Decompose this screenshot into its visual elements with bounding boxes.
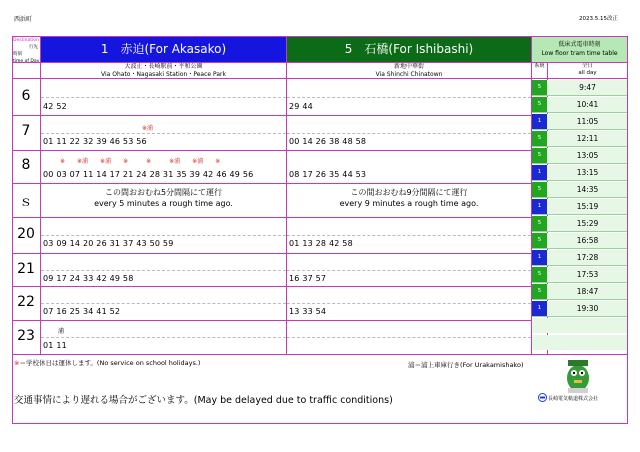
low-floor-route-badge: 5 [532,182,547,197]
low-floor-route-badge: 1 [532,199,547,214]
low-floor-route-badge: 5 [532,131,547,146]
company-logo-icon [538,393,547,402]
revision-date: 2023.5.15改正 [579,16,618,22]
route-1-via-en: Via Ohato・Nagasaki Station・Peace Park [101,71,226,78]
hour-22: 22 [17,294,35,310]
hour-20: 20 [17,226,35,242]
stop-name: 西浜町 [14,16,33,23]
low-floor-time: 13:15 [576,168,599,177]
low-floor-time: 15:29 [576,219,599,228]
route-1-interval-note [41,187,286,209]
route-1-interval-jp: この間おおむね5分間隔にて運行 [104,188,223,197]
route-1-via [41,63,286,79]
hour-23: 23 [17,328,35,344]
low-floor-time: 19:30 [576,304,599,313]
low-floor-route-badge: 5 [532,80,547,95]
low-floor-route-badge: 5 [532,216,547,231]
low-floor-col-time-jp: 全日 [581,63,593,69]
route-5-minutes-8: 08 17 26 35 44 53 [289,170,367,179]
route-5-via-en: Via Shinchi Chinatown [375,71,443,78]
route-5-minutes-22: 13 33 54 [289,307,327,316]
route-1-via-jp: 大波止・長崎駅前・平和公園 [124,63,203,70]
route-5-minutes-21: 16 37 57 [289,274,327,283]
mascot-icon [560,356,596,394]
low-floor-route-badge: 5 [532,148,547,163]
low-floor-time: 14:35 [576,185,599,194]
route-1-minutes-7: 01 11 22 32 39 46 53 56 [43,137,147,146]
low-floor-header [532,37,627,62]
route-5-interval-en: every 9 minutes a rough time ago. [339,199,479,208]
route-1-mark-7: ※浦 [142,125,154,132]
route-1-minutes-23: 01 11 [43,341,67,350]
route-5-via [287,63,531,79]
school-note-text: ＝学校休日は運休します。(No service on school holidays.) [19,359,201,367]
low-floor-col-time [548,63,627,77]
low-floor-row-empty [532,335,627,350]
route-1-minutes-20: 03 09 14 20 26 31 37 43 50 59 [43,239,174,248]
corner-direction: 行先 [29,45,38,50]
low-floor-time: 10:41 [576,100,599,109]
route-1-minutes-22: 07 16 25 34 41 52 [43,307,121,316]
route-1-mark-23: 浦 [58,328,65,335]
route-1-minutes-6: 42 52 [43,102,67,111]
low-floor-time: 12:11 [576,134,599,143]
low-floor-time: 9:47 [579,83,596,92]
route-1-interval-en: every 5 minutes a rough time ago. [94,199,233,208]
low-floor-route-badge: 5 [532,267,547,282]
route-1-header: 1 赤迫(For Akasako) [41,37,286,62]
low-floor-time: 13:05 [576,151,599,160]
low-floor-route-badge: 1 [532,250,547,265]
low-floor-route-badge: 1 [532,165,547,180]
route-5-interval-jp: この間おおむね9分間隔にて運行 [350,188,468,197]
low-floor-route-badge: 1 [532,301,547,316]
corner-hour: 時刻 [13,52,22,57]
route-5-minutes-20: 01 13 28 42 58 [289,239,353,248]
school-mark: ※ [14,359,20,367]
company-name: 長崎電気軌道株式会社 [548,396,599,402]
route-1-minutes-8: 00 03 07 11 14 17 21 24 28 31 35 39 42 46 49 56 [43,170,254,179]
low-floor-col-route [532,63,547,70]
hour-8: 8 [21,157,31,173]
route-5-header: 5 石橋(For Ishibashi) [287,37,531,62]
route-1-mark-8: ※ ※浦 ※浦 ※ ※ ※浦 ※浦 ※ [60,158,221,165]
low-floor-title-en: Low floor tram time table [541,50,618,57]
low-floor-route-badge: 5 [532,284,547,299]
low-floor-route-badge: 5 [532,233,547,248]
low-floor-time: 18:47 [576,287,599,296]
hour-range-marker: ｓ [19,194,33,210]
corner-destination: Destination [13,38,39,43]
low-floor-time: 17:28 [576,253,599,262]
low-floor-time: 17:53 [576,270,599,279]
low-floor-route-badge: 1 [532,114,547,129]
low-floor-row-empty [532,318,627,333]
hour-6: 6 [21,88,31,104]
school-holiday-note [14,358,200,367]
urakami-note: 浦＝浦上車庫行き(For Urakamishako) [408,361,524,369]
low-floor-route-badge: 5 [532,97,547,112]
low-floor-title-jp: 低床式電車時刻 [558,41,601,48]
route-5-minutes-7: 00 14 26 38 48 58 [289,137,367,146]
route-5-interval-note [287,187,531,209]
low-floor-col-route-label: 系統 [534,63,545,69]
low-floor-time: 11:05 [576,117,599,126]
route-1-minutes-21: 09 17 24 33 42 49 58 [43,274,134,283]
delay-note: 交通事情により遅れる場合がございます。(May be delayed due to traffic conditions) [14,395,393,406]
low-floor-col-time-en: all day [578,70,597,76]
corner-header [13,37,40,78]
route-5-minutes-6: 29 44 [289,102,313,111]
low-floor-time: 16:58 [576,236,599,245]
route-5-via-jp: 新地中華街 [393,63,424,70]
hour-21: 21 [17,261,35,277]
low-floor-time: 15:19 [576,202,599,211]
hour-7: 7 [21,123,31,139]
